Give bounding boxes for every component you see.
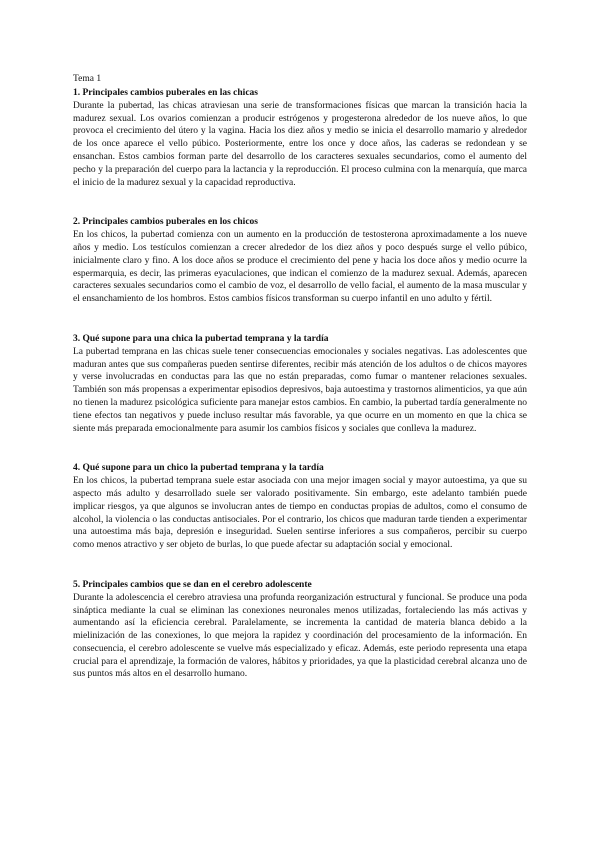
section-1 bbox=[73, 87, 527, 189]
section-3 bbox=[73, 333, 527, 435]
section-heading: 4. Qué supone para un chico la pubertad temprana y la tardía bbox=[73, 463, 324, 474]
section-2 bbox=[73, 216, 527, 306]
section-heading: 2. Principales cambios puberales en los chicos bbox=[73, 217, 258, 228]
section-heading: 5. Principales cambios que se dan en el cerebro adolescente bbox=[73, 579, 312, 590]
section-body: En los chicos, la pubertad comienza con un aumento en la producción de testosterona aproximadamente a los nueve años y medio. Los testículos comienzan a crecer alrededor de los diez años y poco después surge el vello púbico, inicialmente claro y fino. A los doce años se produce el crecimiento del pene y hacia los doce años y medio ocurre la espermarquia, es decir, las primeras eyaculaciones, que indican el comienzo de la madurez sexual. Además, aparecen caracteres sexuales secundarios como el cambio de voz, el desarrollo de vello facial, el aumento de la masa muscular y el ensanchamiento de los hombros. Estos cambios físicos transforman su cuerpo infantil en uno adulto y fértil. bbox=[73, 230, 527, 305]
section-body: Durante la pubertad, las chicas atraviesan una serie de transformaciones físicas que marcan la transición hacia la madurez sexual. Los ovarios comienzan a producir estrógenos y progesterona alrededor de los nueve años, lo que provoca el crecimiento del útero y la vagina. Hacia los diez años y medio se inicia el desarrollo mamario y alrededor de los once aparece el vello púbico. Posteriormente, entre los once y doce años, las caderas se redondean y se ensanchan. Estos cambios forman parte del desarrollo de los caracteres sexuales secundarios, como el aumento del pecho y la preparación del cuerpo para la lactancia y la reproducción. El proceso culmina con la menarquía, que marca el inicio de la madurez sexual y la capacidad reproductiva. bbox=[73, 100, 527, 188]
section-body: Durante la adolescencia el cerebro atraviesa una profunda reorganización estructural y funcional. Se produce una poda sináptica mediante la cual se eliminan las conexiones neuronales menos utilizadas, fortaleciendo las más activas y aumentando así la eficiencia cerebral. Paralelamente, se incrementa la cantidad de materia blanca debido a la mielinización de las conexiones, lo que mejora la rapidez y coordinación del procesamiento de la información. En consecuencia, el cerebro adolescente se vuelve más especializado y eficaz. Además, este periodo representa una etapa crucial para el aprendizaje, la formación de valores, hábitos y prioridades, ya que la plasticidad cerebral alcanza uno de sus puntos más altos en el desarrollo humano. bbox=[73, 592, 527, 680]
section-5 bbox=[73, 579, 527, 681]
section-4 bbox=[73, 462, 527, 552]
section-heading: 1. Principales cambios puberales en las chicas bbox=[73, 88, 258, 98]
topic-title: Tema 1 bbox=[73, 74, 102, 84]
section-body: La pubertad temprana en las chicas suele tener consecuencias emocionales y sociales negativas. Las adolescentes que maduran antes que sus compañeras pueden sentirse diferentes, recibir más atención de los adultos o de chicos mayores y verse involucradas en conductas para las que no están preparadas, como fumar o mantener relaciones sexuales. También son más propensas a experimentar episodios depresivos, baja autoestima y trastornos alimenticios, ya que aún no tienen la madurez psicológica suficiente para manejar estos cambios. En cambio, la pubertad tardía generalmente no tiene efectos tan negativos y puede incluso resultar más favorable, ya que ocurre en un momento en que la chica se siente más preparada emocionalmente para asumir los cambios físicos y sociales que conlleva la madurez. bbox=[73, 346, 527, 434]
section-heading: 3. Qué supone para una chica la pubertad temprana y la tardía bbox=[73, 333, 329, 344]
section-body: En los chicos, la pubertad temprana suele estar asociada con una mejor imagen social y mayor autoestima, ya que su aspecto más adulto y desarrollado suele ser valorado positivamente. Sin embargo, este adelanto también puede implicar riesgos, ya que algunos se involucran antes de tiempo en conductas propias de adultos, como el consumo de alcohol, la violencia o las conductas antisociales. Por el contrario, los chicos que maduran tarde tienden a experimentar una autoestima más baja, depresión e inseguridad. Suelen sentirse inferiores a sus compañeros, percibir su cuerpo como menos atractivo y ser objeto de burlas, lo que puede afectar su adaptación social y emocional. bbox=[73, 476, 527, 551]
document-page bbox=[73, 73, 527, 681]
